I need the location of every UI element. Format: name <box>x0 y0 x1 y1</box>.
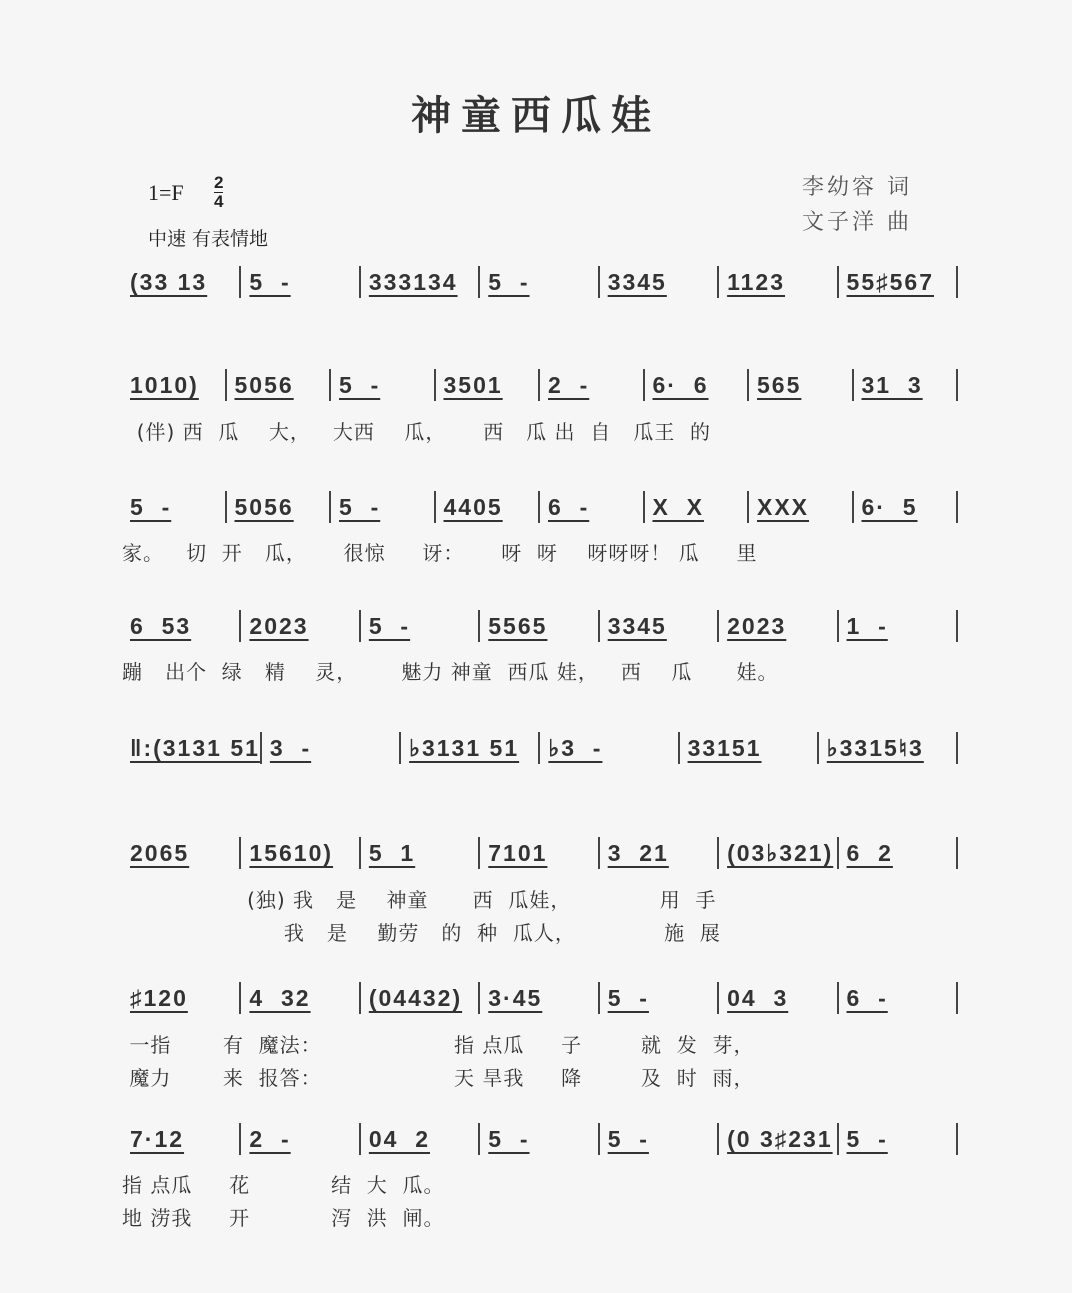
bar-line <box>956 732 958 764</box>
key-signature: 1=F <box>148 180 184 205</box>
measure: 2023 <box>249 612 309 639</box>
measure: 1010) <box>130 371 199 398</box>
time-top: 2 <box>214 173 224 192</box>
measure: 2065 <box>130 839 190 866</box>
bar-line <box>956 1123 958 1155</box>
measure: 5 1 <box>368 839 416 866</box>
composer-credit: 文子洋 曲 <box>802 210 912 235</box>
measure: 6 - <box>548 493 590 520</box>
measure: 31 3 <box>861 371 923 398</box>
measure: 6 2 <box>846 839 893 866</box>
measure: 5056 <box>234 371 294 398</box>
measure: 15610) <box>249 839 334 866</box>
lyricist-credit: 李幼容 词 <box>802 175 912 200</box>
measure: 04 3 <box>727 984 789 1011</box>
notation-row <box>122 836 958 870</box>
measure: 55♯567 <box>846 268 934 295</box>
tempo-marking: 中速 有表情地 <box>148 228 269 250</box>
measure: 3345 <box>607 268 667 295</box>
measure: 5 - <box>846 1125 888 1152</box>
measure: 1 - <box>846 612 888 639</box>
lyric-line: 一指 有 魔法： 指 点瓜 子 就 发 芽， <box>122 1033 755 1057</box>
measure: 5 - <box>488 1125 530 1152</box>
measure: 5 - <box>130 493 172 520</box>
notation-row <box>122 981 958 1015</box>
measure: 3·45 <box>488 984 543 1011</box>
measure: 5 - <box>607 984 649 1011</box>
song-title: 神童西瓜娃 <box>411 92 661 139</box>
measure: 333134 <box>368 268 458 295</box>
bar-line <box>956 610 958 642</box>
notation-row <box>122 731 958 765</box>
notation-row <box>122 1122 958 1156</box>
time-bottom: 4 <box>214 192 224 211</box>
measure: 6 53 <box>130 612 192 639</box>
measure: 5 - <box>339 493 381 520</box>
measure: X X <box>652 493 704 520</box>
measure: 2 - <box>548 371 590 398</box>
measure: (33 13 <box>130 268 208 295</box>
notation-row <box>122 368 958 402</box>
bar-line <box>956 369 958 401</box>
measure: 6 - <box>846 984 888 1011</box>
measure: 5 - <box>339 371 381 398</box>
measure: ♭3315♮3 <box>826 734 924 761</box>
time-signature <box>214 174 223 211</box>
notation-row <box>122 265 958 299</box>
measure: (04432) <box>368 984 463 1011</box>
measure: (0 3♯231 <box>727 1125 833 1152</box>
measure: 2023 <box>727 612 787 639</box>
notation-row <box>122 490 958 524</box>
measure: 7·12 <box>130 1125 185 1152</box>
measure: 6· 5 <box>861 493 918 520</box>
measure: 565 <box>757 371 802 398</box>
bar-line <box>956 266 958 298</box>
measure: 7101 <box>488 839 548 866</box>
measure: 3345 <box>607 612 667 639</box>
measure: (03♭321) <box>727 839 834 866</box>
measure: ♯120 <box>130 984 188 1011</box>
lyric-line: 家。 切 开 瓜， 很惊 讶： 呀 呀 呀呀呀！ 瓜 里 <box>122 541 758 565</box>
measure: 5 - <box>488 268 530 295</box>
measure: 3 - <box>269 734 312 761</box>
measure: 3501 <box>443 371 503 398</box>
lyric-line: 我 是 勤劳 的 种 瓜人， 施 展 <box>122 921 721 945</box>
bar-line <box>956 837 958 869</box>
lyric-line: 地 涝我 开 泻 洪 闸。 <box>122 1206 445 1230</box>
measure: 3 21 <box>607 839 669 866</box>
measure: XXX <box>757 493 810 520</box>
measure: 04 2 <box>368 1125 430 1152</box>
lyric-line: 魔力 来 报答： 天 旱我 降 及 时 雨， <box>122 1066 755 1090</box>
measure: 4405 <box>443 493 503 520</box>
measure: 1123 <box>727 268 786 295</box>
measure: 2 - <box>249 1125 291 1152</box>
lyric-line: (伴) 西 瓜 大， 大西 瓜， 西 瓜 出 自 瓜王 的 <box>122 420 712 444</box>
measure: 33151 <box>687 734 762 761</box>
notation-row <box>122 609 958 643</box>
measure: ‖:(3131 51 <box>130 734 260 761</box>
measure: 6· 6 <box>652 371 709 398</box>
lyric-line: (独) 我 是 神童 西 瓜娃， 用 手 <box>122 888 717 912</box>
measure: ♭3 - <box>548 734 603 761</box>
measure: 5565 <box>488 612 548 639</box>
measure: 5056 <box>234 493 294 520</box>
bar-line <box>956 982 958 1014</box>
measure: ♭3131 51 <box>409 734 520 761</box>
measure: 5 - <box>368 612 411 639</box>
lyric-line: 指 点瓜 花 结 大 瓜。 <box>122 1173 445 1197</box>
measure: 5 - <box>607 1125 649 1152</box>
measure: 4 32 <box>249 984 311 1011</box>
measure: 5 - <box>249 268 291 295</box>
bar-line <box>956 491 958 523</box>
lyric-line: 蹦 出个 绿 精 灵， 魅力 神童 西瓜 娃， 西 瓜 娃。 <box>122 660 779 684</box>
